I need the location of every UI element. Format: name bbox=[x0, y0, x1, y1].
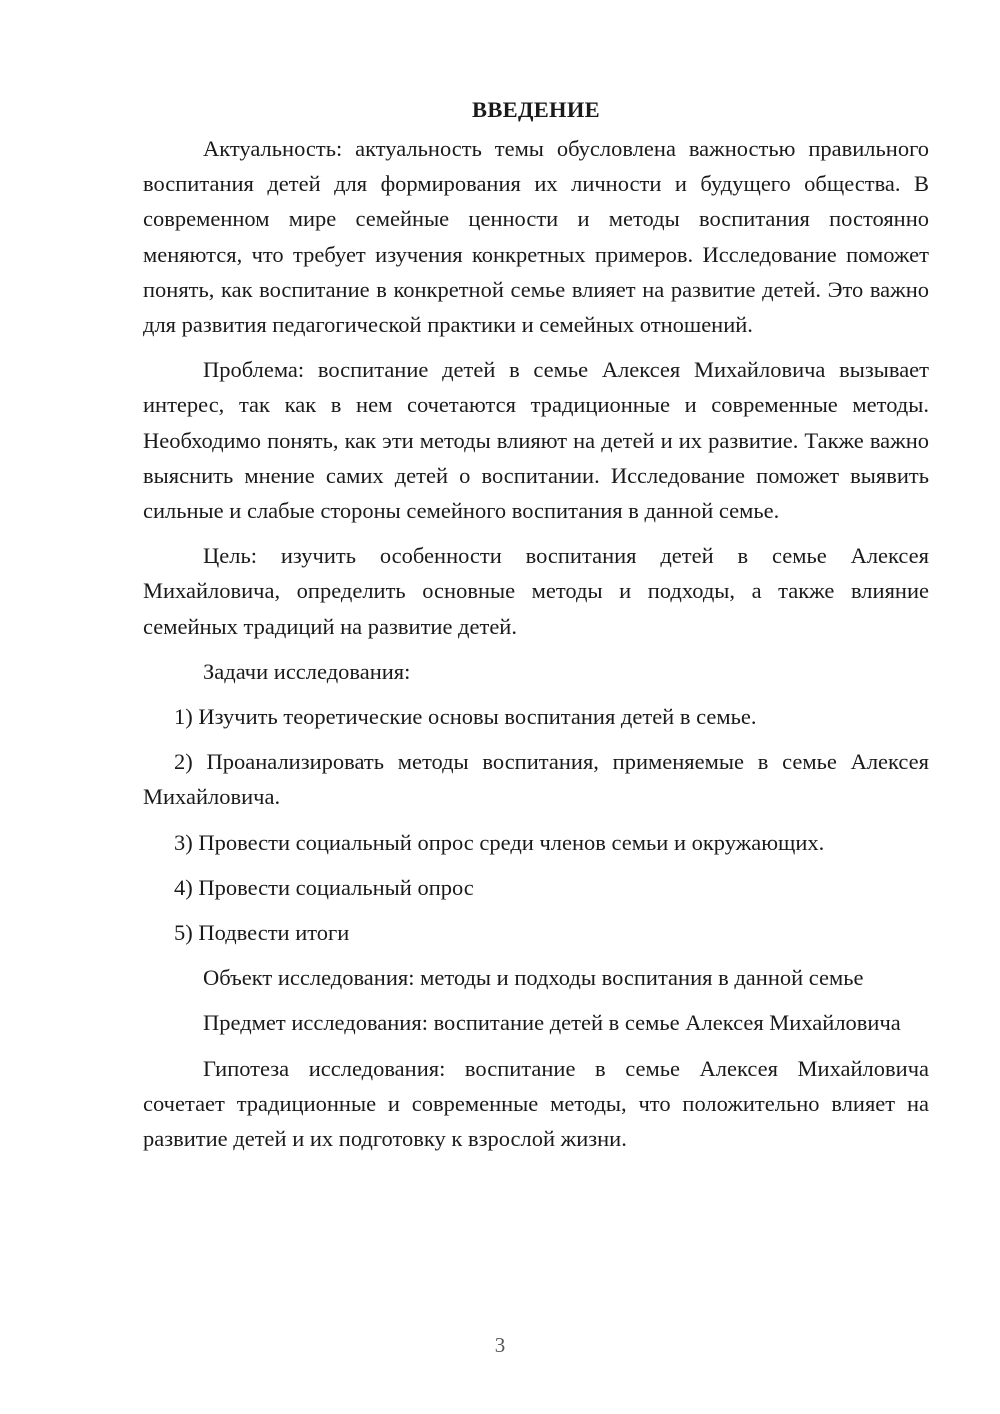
paragraph-hypothesis: Гипотеза исследования: воспитание в семье Алексея Михайловича сочетает традиционные и современные методы, что положительно влияет на развитие детей и их подготовку к взрослой жизни. bbox=[143, 1055, 929, 1152]
task-item-4: 4) Провести социальный опрос bbox=[174, 874, 474, 900]
paragraph-relevance: Актуальность: актуальность темы обусловлена важностью правильного воспитания детей для формирования их личности и будущего общества. В современном мире семейные ценности и методы воспитания постоянно меняются, что требует изучения конкретных примеров. Исследование поможет понять, как воспитание в конкретной семье влияет на развитие детей. Это важно для развития педагогической практики и семейных отношений. bbox=[143, 136, 929, 338]
document-page bbox=[143, 92, 929, 1166]
task-item-1: 1) Изучить теоретические основы воспитания детей в семье. bbox=[174, 704, 757, 730]
task-item-3: 3) Провести социальный опрос среди членов семьи и окружающих. bbox=[174, 829, 825, 855]
task-item-5: 5) Подвести итоги bbox=[174, 920, 350, 946]
paragraph-problem: Проблема: воспитание детей в семье Алексея Михайловича вызывает интерес, так как в нем сочетаются традиционные и современные методы. Необходимо понять, как эти методы влияют на детей и их развитие. Также важно выяснить мнение самих детей о воспитании. Исследование поможет выявить сильные и слабые стороны семейного воспитания в данной семье. bbox=[143, 357, 929, 524]
page-number: 3 bbox=[494, 1333, 506, 1357]
task-item-2: 2) Проанализировать методы воспитания, применяемые в семье Алексея Михайловича. bbox=[143, 749, 929, 810]
paragraph-object: Объект исследования: методы и подходы воспитания в данной семье bbox=[203, 965, 864, 991]
page-title: ВВЕДЕНИЕ bbox=[472, 97, 600, 122]
tasks-heading: Задачи исследования: bbox=[203, 658, 411, 684]
paragraph-goal: Цель: изучить особенности воспитания детей в семье Алексея Михайловича, определить основные методы и подходы, а также влияние семейных традиций на развитие детей. bbox=[143, 543, 929, 639]
paragraph-subject: Предмет исследования: воспитание детей в семье Алексея Михайловича bbox=[203, 1010, 901, 1036]
